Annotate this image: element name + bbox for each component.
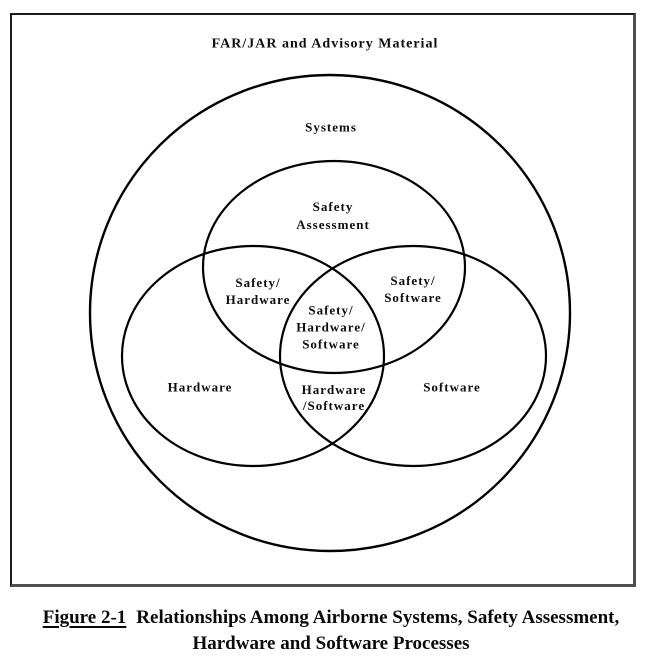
far-jar-title: FAR/JAR and Advisory Material	[211, 36, 439, 52]
caption-line-1	[0, 605, 662, 631]
label-line: Software	[384, 290, 442, 305]
systems-label: Systems	[305, 119, 357, 135]
label-line: /Software	[302, 398, 366, 413]
label-line: Software	[302, 336, 360, 352]
hardware-software-label	[302, 382, 367, 414]
label-line: Assessment	[296, 217, 370, 232]
safety-hardware-software-label	[296, 302, 365, 353]
label-line: Safety/	[235, 275, 281, 290]
safety-assessment-label	[296, 198, 370, 234]
safety-software-label	[384, 272, 442, 306]
figure-number: Figure 2-1	[42, 607, 127, 628]
label-line: Hardware/	[296, 319, 366, 335]
label-line: Safety/	[390, 273, 436, 288]
label-line: Safety	[312, 199, 354, 214]
software-label: Software	[423, 379, 481, 395]
caption-line-2: Hardware and Software Processes	[192, 633, 470, 654]
hardware-label: Hardware	[167, 379, 233, 395]
label-line: Safety/	[308, 302, 354, 318]
figure-caption	[0, 605, 662, 657]
label-line: Hardware	[301, 382, 367, 397]
label-line: Hardware	[225, 292, 291, 307]
safety-hardware-label	[226, 274, 291, 308]
caption-text-1: Relationships Among Airborne Systems, Safety Assessment,	[136, 607, 620, 628]
